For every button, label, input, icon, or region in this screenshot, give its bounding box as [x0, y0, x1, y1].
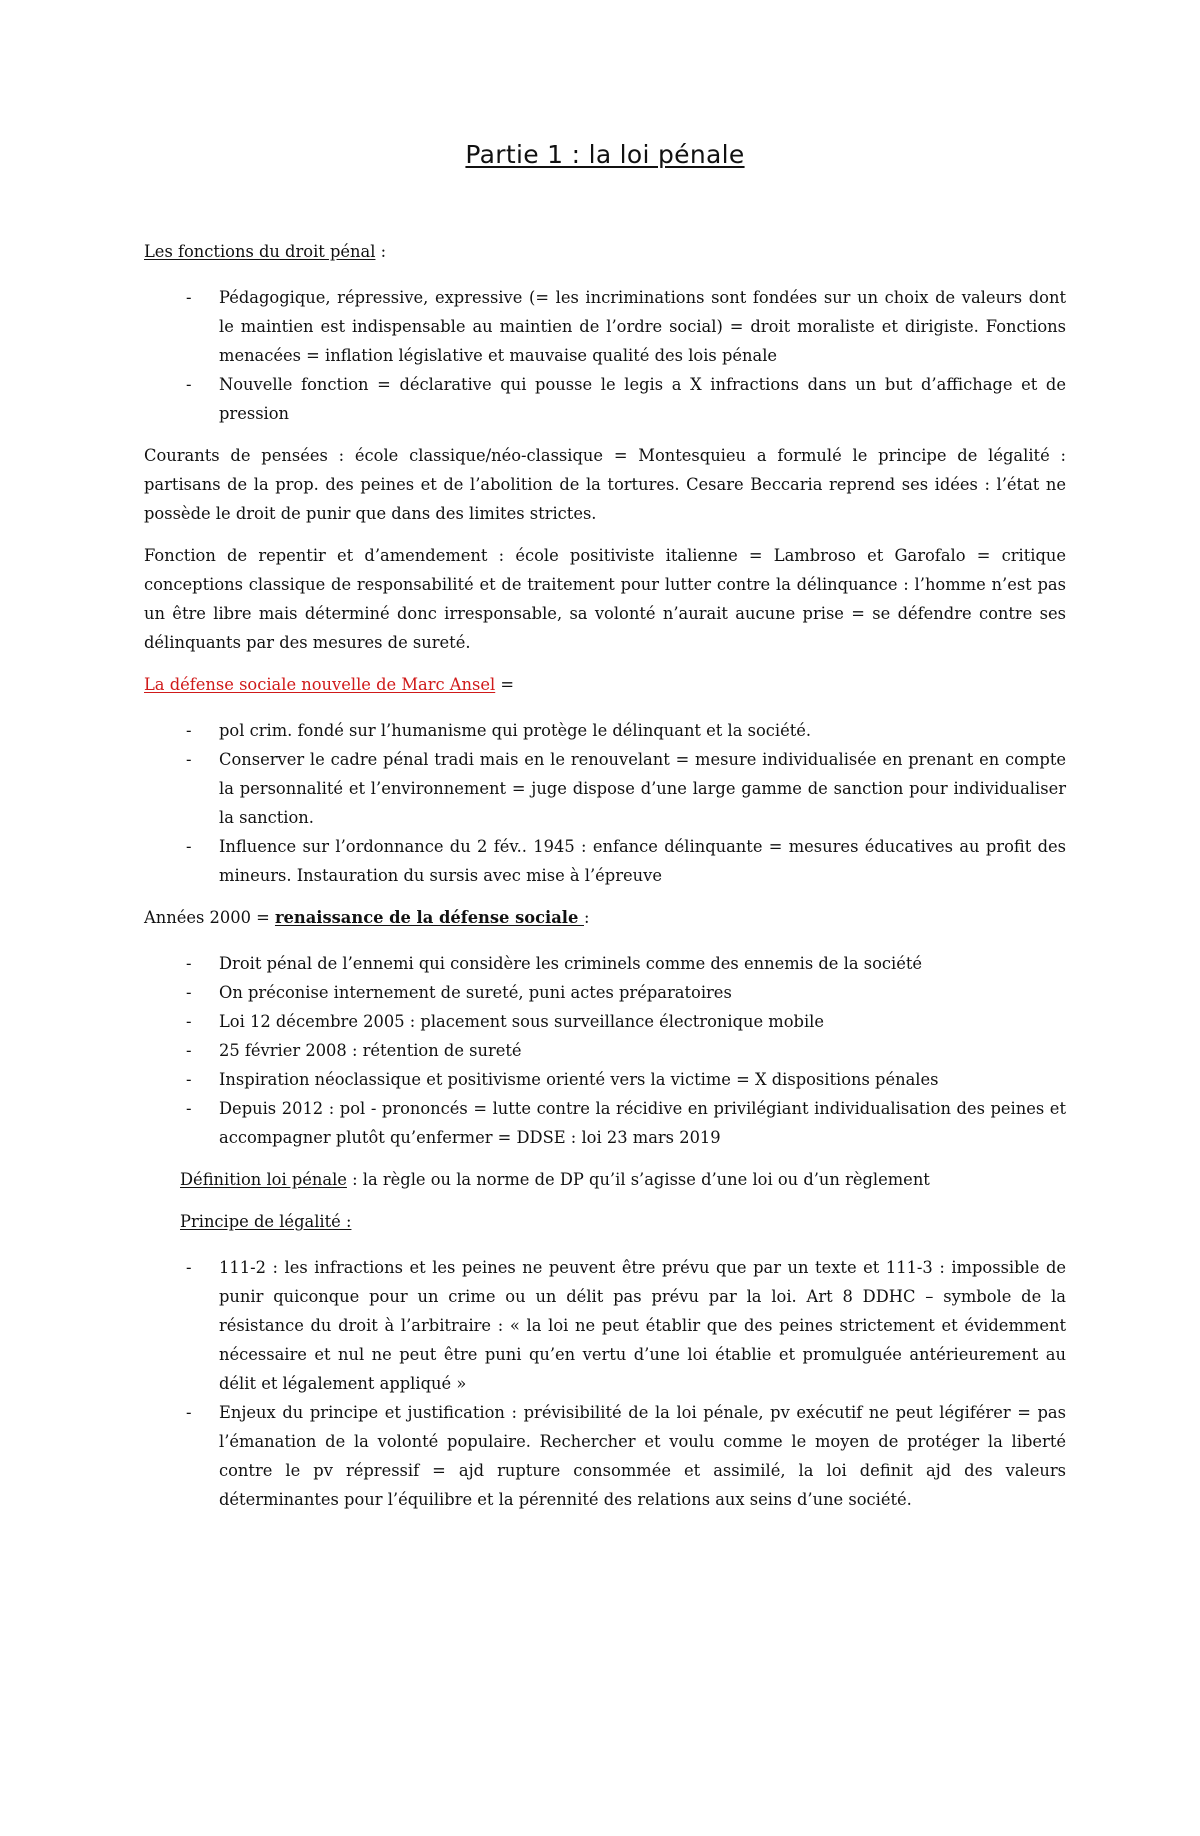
definition-label: Définition loi pénale [180, 1170, 347, 1189]
list-item: - Loi 12 décembre 2005 : placement sous surveillance électronique mobile [144, 1007, 1066, 1036]
list-item: - Depuis 2012 : pol - prononcés = lutte contre la récidive en privilégiant individualisation des peines et accompagner plutôt qu’enfermer = DDSE : loi 23 mars 2019 [144, 1094, 1066, 1152]
annees-emph: renaissance de la défense sociale [274, 908, 584, 927]
section-annees [144, 903, 1066, 1152]
paragraph-repentir: Fonction de repentir et d’amendement : école positiviste italienne = Lambroso et Garofalo = critique conceptions classique de responsabilité et de traitement pour lutter contre la délinquance : l’homme n’est pas un être libre mais déterminé donc irresponsable, sa volonté n’aurait aucune prise = se défendre contre ses délinquants par des mesures de sureté. [144, 546, 1066, 652]
defense-heading [144, 670, 1066, 699]
page-title: Partie 1 : la loi pénale [465, 140, 745, 169]
section-defense [144, 670, 1066, 890]
defense-list [144, 716, 1066, 890]
annees-suffix: : [583, 908, 590, 927]
list-item: - Pédagogique, répressive, expressive (= les incriminations sont fondées sur un choix de valeurs dont le maintien est indispensable au maintien de l’ordre social) = droit moraliste et dirigiste. Fonctions menacées = inflation législative et mauvaise qualité des lois pénale [144, 283, 1066, 370]
list-item: - Nouvelle fonction = déclarative qui pousse le legis a X infractions dans un but d’affichage et de pression [144, 370, 1066, 428]
list-item: - Influence sur l’ordonnance du 2 fév.. 1945 : enfance délinquante = mesures éducatives au profit des mineurs. Instauration du sursis avec mise à l’épreuve [144, 832, 1066, 890]
section-fonctions [144, 237, 1066, 428]
fonctions-heading [144, 237, 1066, 266]
paragraph-courants: Courants de pensées : école classique/néo-classique = Montesquieu a formulé le principe de légalité : partisans de la prop. des peines et de l’abolition de la tortures. Cesare Beccaria reprend ses idées : l’état ne possède le droit de punir que dans des limites strictes. [144, 446, 1066, 523]
defense-heading-suffix: = [495, 675, 515, 694]
section-legalite [144, 1207, 1066, 1514]
definition-text: : la règle ou la norme de DP qu’il s’agisse d’une loi ou d’un règlement [346, 1170, 930, 1189]
document-page [0, 140, 1200, 1836]
defense-heading-label: La défense sociale nouvelle de Marc Ansel [144, 675, 496, 694]
list-item: - Inspiration néoclassique et positivisme orienté vers la victime = X dispositions pénales [144, 1065, 1066, 1094]
annees-heading [144, 903, 1066, 932]
paragraph-definition [144, 1165, 1066, 1194]
annees-prefix: Années 2000 = [144, 908, 275, 927]
list-item: - 25 février 2008 : rétention de sureté [144, 1036, 1066, 1065]
legalite-list [144, 1253, 1066, 1514]
list-item: - Conserver le cadre pénal tradi mais en le renouvelant = mesure individualisée en prenant en compte la personnalité et l’environnement = juge dispose d’une large gamme de sanction pour individualiser la sanction. [144, 745, 1066, 832]
fonctions-heading-suffix: : [375, 242, 387, 261]
fonctions-list [144, 283, 1066, 428]
list-item: - Droit pénal de l’ennemi qui considère les criminels comme des ennemis de la société [144, 949, 1066, 978]
legalite-heading [144, 1207, 1066, 1236]
list-item: - 111-2 : les infractions et les peines ne peuvent être prévu que par un texte et 111-3 : impossible de punir quiconque pour un crime ou un délit pas prévu par la loi. Art 8 DDHC – symbole de la résistance du droit à l’arbitraire : « la loi ne peut établir que des peines strictement et évidemment nécessaire et nul ne peut être puni qu’en vertu d’une loi établie et promulguée antérieurement au délit et légalement appliqué » [144, 1253, 1066, 1398]
list-item: - On préconise internement de sureté, puni actes préparatoires [144, 978, 1066, 1007]
list-item: - Enjeux du principe et justification : prévisibilité de la loi pénale, pv exécutif ne peut légiférer = pas l’émanation de la volonté populaire. Rechercher et voulu comme le moyen de protéger la liberté contre le pv répressif = ajd rupture consommée et assimilé, la loi definit ajd des valeurs déterminantes pour l’équilibre et la pérennité des relations aux seins d’une société. [144, 1398, 1066, 1514]
annees-list [144, 949, 1066, 1152]
legalite-heading-label: Principe de légalité : [180, 1212, 352, 1231]
fonctions-heading-label: Les fonctions du droit pénal [144, 242, 376, 261]
list-item: - pol crim. fondé sur l’humanisme qui protège le délinquant et la société. [144, 716, 1066, 745]
